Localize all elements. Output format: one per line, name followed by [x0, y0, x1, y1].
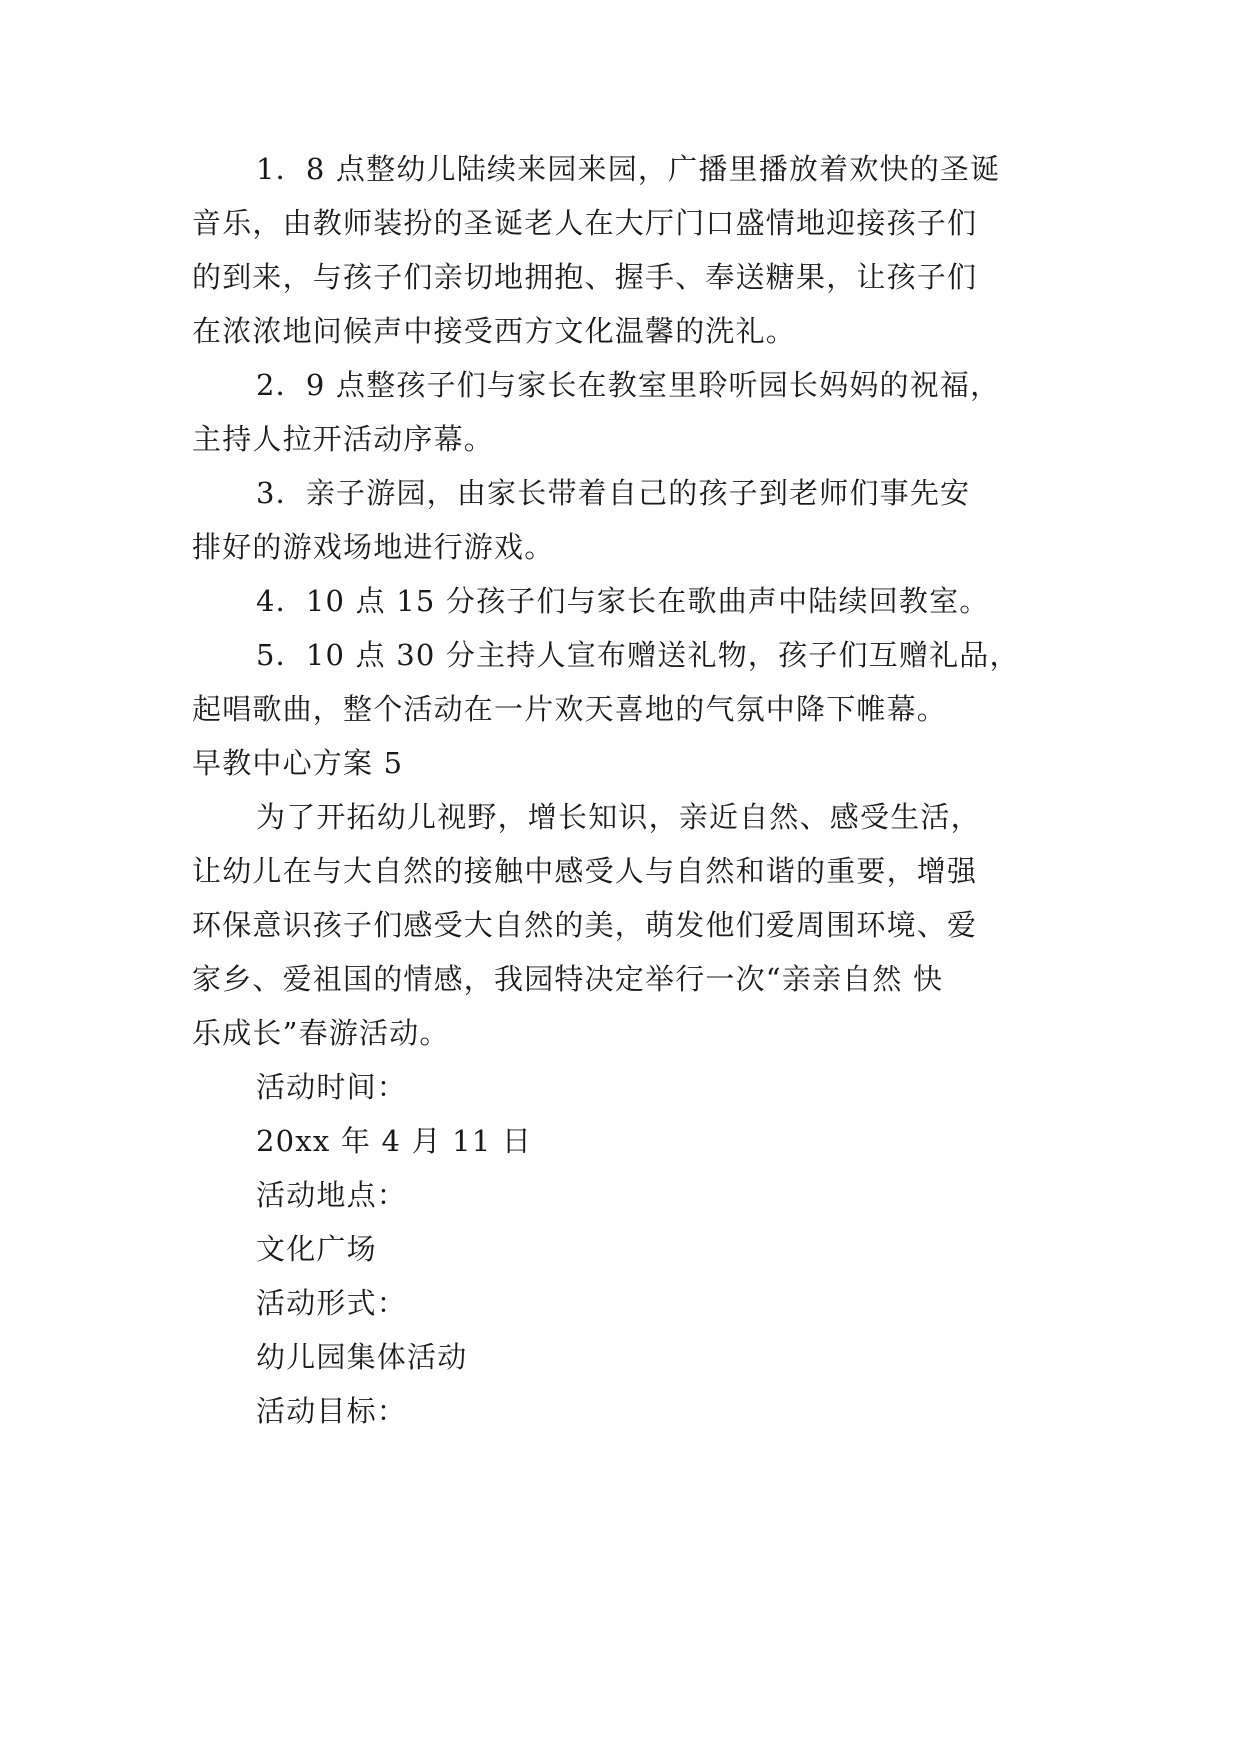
paragraph-line: 家乡、爱祖国的情感，我园特决定举行一次“亲亲自然 快: [192, 962, 944, 996]
paragraph-line: 起唱歌曲，整个活动在一片欢天喜地的气氛中降下帷幕。: [192, 692, 948, 726]
field-label: 活动地点：: [256, 1178, 408, 1212]
field-value: 文化广场: [256, 1232, 377, 1266]
paragraph-line: 4．10 点 15 分孩子们与家长在歌曲声中陆续回教室。: [256, 584, 990, 618]
paragraph-line: 让幼儿在与大自然的接触中感受人与自然和谐的重要，增强: [192, 854, 978, 888]
paragraph-line: 环保意识孩子们感受大自然的美，萌发他们爱周围环境、爱: [192, 908, 978, 942]
paragraph-line: 2．9 点整孩子们与家长在教室里聆听园长妈妈的祝福，: [256, 368, 1001, 402]
paragraph-line: 的到来，与孩子们亲切地拥抱、握手、奉送糖果，让孩子们: [192, 260, 978, 294]
field-value: 20xx 年 4 月 11 日: [256, 1124, 533, 1158]
field-label: 活动目标：: [256, 1394, 408, 1428]
paragraph-line: 3．亲子游园，由家长带着自己的孩子到老师们事先安: [256, 476, 971, 510]
field-value: 幼儿园集体活动: [256, 1340, 468, 1374]
paragraph-line: 音乐，由教师装扮的圣诞老人在大厅门口盛情地迎接孩子们: [192, 206, 978, 240]
paragraph-line: 乐成长”春游活动。: [192, 1016, 450, 1050]
field-label: 活动时间：: [256, 1070, 408, 1104]
paragraph-line: 在浓浓地问候声中接受西方文化温馨的洗礼。: [192, 314, 797, 348]
paragraph-line: 主持人拉开活动序幕。: [192, 422, 495, 456]
paragraph-line: 5．10 点 30 分主持人宣布赠送礼物，孩子们互赠礼品，: [256, 638, 1020, 672]
paragraph-line: 1．8 点整幼儿陆续来园来园，广播里播放着欢快的圣诞: [256, 152, 1001, 186]
section-heading: 早教中心方案 5: [192, 746, 404, 780]
paragraph-line: 排好的游戏场地进行游戏。: [192, 530, 555, 564]
paragraph-line: 为了开拓幼儿视野，增长知识，亲近自然、感受生活，: [256, 800, 981, 834]
field-label: 活动形式：: [256, 1286, 408, 1320]
